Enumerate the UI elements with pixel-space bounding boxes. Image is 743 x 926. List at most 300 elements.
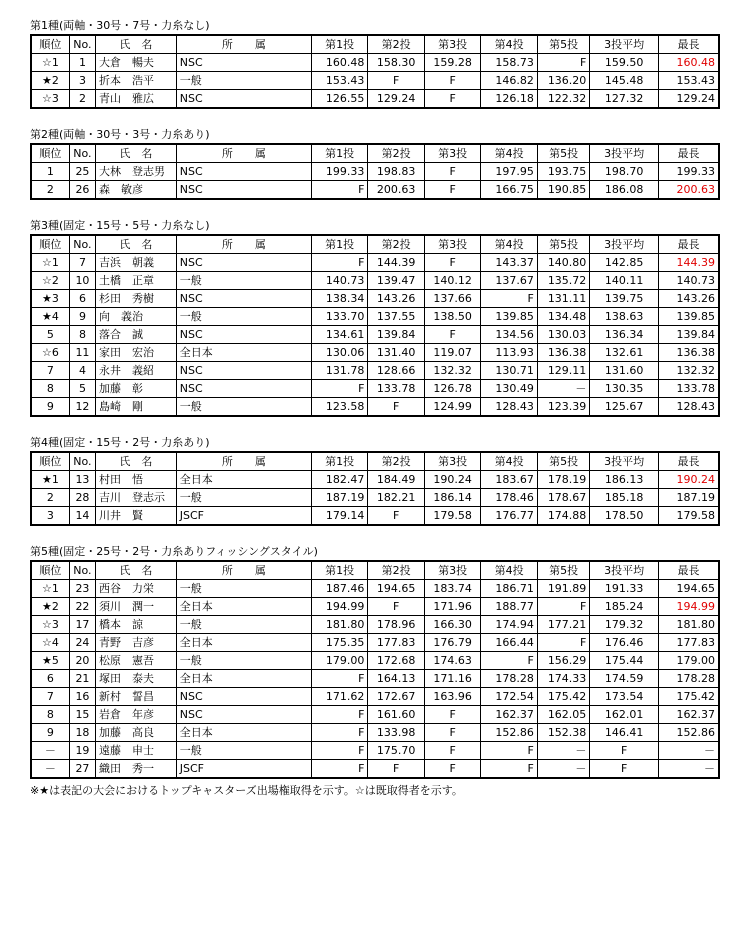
rank-cell: ☆6 bbox=[31, 344, 69, 362]
table-header-row bbox=[31, 35, 719, 54]
name-cell: 土橋 正章 bbox=[96, 272, 177, 290]
number-cell: 16 bbox=[69, 688, 95, 706]
throw5-cell: 135.72 bbox=[537, 272, 589, 290]
rank-cell: ☆4 bbox=[31, 634, 69, 652]
throw4-cell: 113.93 bbox=[481, 344, 537, 362]
throw3-cell: 166.30 bbox=[424, 616, 480, 634]
average-cell: 142.85 bbox=[590, 254, 659, 272]
footnote: ※★は表記の大会におけるトップキャスターズ出場権取得を示す。☆は既取得者を示す。 bbox=[30, 784, 463, 797]
throw1-cell: 138.34 bbox=[311, 290, 367, 308]
affiliation-cell: 一般 bbox=[176, 652, 311, 670]
name-cell: 吉浜 朝義 bbox=[96, 254, 177, 272]
max-cell: 194.65 bbox=[658, 580, 719, 598]
affiliation-cell: 全日本 bbox=[176, 724, 311, 742]
average-cell: 130.35 bbox=[590, 380, 659, 398]
throw2-cell: F bbox=[368, 760, 424, 779]
throw5-cell: 122.32 bbox=[537, 90, 589, 109]
throw2-cell: 177.83 bbox=[368, 634, 424, 652]
max-cell: 136.38 bbox=[658, 344, 719, 362]
affiliation-cell: JSCF bbox=[176, 760, 311, 779]
throw3-cell: 186.14 bbox=[424, 489, 480, 507]
header-throw4: 第4投 bbox=[481, 144, 537, 163]
table-header-row bbox=[31, 561, 719, 580]
affiliation-cell: NSC bbox=[176, 90, 311, 109]
throw2-cell: 133.78 bbox=[368, 380, 424, 398]
max-cell: 194.99 bbox=[658, 598, 719, 616]
number-cell: 26 bbox=[69, 181, 95, 200]
average-cell: 146.41 bbox=[590, 724, 659, 742]
max-cell: 129.24 bbox=[658, 90, 719, 109]
throw2-cell: 200.63 bbox=[368, 181, 424, 200]
table-row bbox=[31, 54, 719, 72]
throw5-cell: 130.03 bbox=[537, 326, 589, 344]
throw3-cell: 171.96 bbox=[424, 598, 480, 616]
throw5-cell: 191.89 bbox=[537, 580, 589, 598]
rank-cell: ★5 bbox=[31, 652, 69, 670]
throw5-cell: F bbox=[537, 54, 589, 72]
throw2-cell: 139.84 bbox=[368, 326, 424, 344]
throw3-cell: 190.24 bbox=[424, 471, 480, 489]
throw2-cell: 139.47 bbox=[368, 272, 424, 290]
number-cell: 27 bbox=[69, 760, 95, 779]
header-max: 最長 bbox=[658, 35, 719, 54]
throw5-cell: － bbox=[537, 760, 589, 779]
rank-cell: 8 bbox=[31, 380, 69, 398]
throw1-cell: 160.48 bbox=[311, 54, 367, 72]
throw5-cell: 152.38 bbox=[537, 724, 589, 742]
header-throw1: 第1投 bbox=[311, 452, 367, 471]
throw2-cell: 133.98 bbox=[368, 724, 424, 742]
header-throw3: 第3投 bbox=[424, 452, 480, 471]
throw4-cell: 152.86 bbox=[481, 724, 537, 742]
throw1-cell: 134.61 bbox=[311, 326, 367, 344]
number-cell: 19 bbox=[69, 742, 95, 760]
max-cell: － bbox=[658, 742, 719, 760]
average-cell: 132.61 bbox=[590, 344, 659, 362]
table-row bbox=[31, 254, 719, 272]
division-section bbox=[30, 435, 720, 526]
throw4-cell: 172.54 bbox=[481, 688, 537, 706]
throw1-cell: 123.58 bbox=[311, 398, 367, 417]
throw3-cell: 171.16 bbox=[424, 670, 480, 688]
throw3-cell: F bbox=[424, 72, 480, 90]
throw5-cell: 156.29 bbox=[537, 652, 589, 670]
average-cell: 176.46 bbox=[590, 634, 659, 652]
affiliation-cell: JSCF bbox=[176, 507, 311, 526]
name-cell: 吉川 登志示 bbox=[96, 489, 177, 507]
throw3-cell: 174.63 bbox=[424, 652, 480, 670]
throw3-cell: F bbox=[424, 254, 480, 272]
affiliation-cell: NSC bbox=[176, 380, 311, 398]
max-cell: 199.33 bbox=[658, 163, 719, 181]
affiliation-cell: 一般 bbox=[176, 272, 311, 290]
throw2-cell: 182.21 bbox=[368, 489, 424, 507]
rank-cell: 5 bbox=[31, 326, 69, 344]
throw4-cell: 130.49 bbox=[481, 380, 537, 398]
throw1-cell: 182.47 bbox=[311, 471, 367, 489]
throw4-cell: 166.44 bbox=[481, 634, 537, 652]
name-cell: 織田 秀一 bbox=[96, 760, 177, 779]
throw5-cell: 134.48 bbox=[537, 308, 589, 326]
header-average: 3投平均 bbox=[590, 452, 659, 471]
header-average: 3投平均 bbox=[590, 35, 659, 54]
header-affiliation: 所 属 bbox=[176, 235, 311, 254]
rank-cell: 7 bbox=[31, 688, 69, 706]
name-cell: 大林 登志男 bbox=[96, 163, 177, 181]
throw1-cell: 179.00 bbox=[311, 652, 367, 670]
throw1-cell: 179.14 bbox=[311, 507, 367, 526]
header-throw1: 第1投 bbox=[311, 235, 367, 254]
header-name: 氏 名 bbox=[96, 235, 177, 254]
header-throw4: 第4投 bbox=[481, 235, 537, 254]
rank-cell: ☆1 bbox=[31, 54, 69, 72]
affiliation-cell: 一般 bbox=[176, 580, 311, 598]
rank-cell: 9 bbox=[31, 724, 69, 742]
throw3-cell: F bbox=[424, 706, 480, 724]
number-cell: 12 bbox=[69, 398, 95, 417]
number-cell: 8 bbox=[69, 326, 95, 344]
table-row bbox=[31, 507, 719, 526]
number-cell: 2 bbox=[69, 90, 95, 109]
affiliation-cell: NSC bbox=[176, 181, 311, 200]
name-cell: 大倉 暢夫 bbox=[96, 54, 177, 72]
header-number: No. bbox=[69, 235, 95, 254]
throw4-cell: 143.37 bbox=[481, 254, 537, 272]
number-cell: 4 bbox=[69, 362, 95, 380]
name-cell: 森 敏彦 bbox=[96, 181, 177, 200]
number-cell: 23 bbox=[69, 580, 95, 598]
table-row bbox=[31, 344, 719, 362]
header-throw4: 第4投 bbox=[481, 452, 537, 471]
header-number: No. bbox=[69, 35, 95, 54]
header-rank: 順位 bbox=[31, 144, 69, 163]
division-title: 第3種(固定・15号・5号・力糸なし) bbox=[30, 219, 210, 232]
rank-cell: 8 bbox=[31, 706, 69, 724]
header-affiliation: 所 属 bbox=[176, 144, 311, 163]
average-cell: 185.24 bbox=[590, 598, 659, 616]
throw3-cell: 132.32 bbox=[424, 362, 480, 380]
rank-cell: 1 bbox=[31, 163, 69, 181]
throw2-cell: F bbox=[368, 72, 424, 90]
table-row bbox=[31, 308, 719, 326]
throw3-cell: F bbox=[424, 742, 480, 760]
section-spacer bbox=[30, 109, 720, 127]
throw2-cell: 184.49 bbox=[368, 471, 424, 489]
throw4-cell: 139.85 bbox=[481, 308, 537, 326]
throw5-cell: 175.42 bbox=[537, 688, 589, 706]
rank-cell: ☆2 bbox=[31, 272, 69, 290]
throw1-cell: 153.43 bbox=[311, 72, 367, 90]
number-cell: 14 bbox=[69, 507, 95, 526]
throw3-cell: F bbox=[424, 90, 480, 109]
affiliation-cell: NSC bbox=[176, 254, 311, 272]
average-cell: 162.01 bbox=[590, 706, 659, 724]
throw1-cell: 130.06 bbox=[311, 344, 367, 362]
header-name: 氏 名 bbox=[96, 452, 177, 471]
name-cell: 青野 吉彦 bbox=[96, 634, 177, 652]
throw2-cell: 194.65 bbox=[368, 580, 424, 598]
table-row bbox=[31, 272, 719, 290]
affiliation-cell: NSC bbox=[176, 163, 311, 181]
throw2-cell: 172.68 bbox=[368, 652, 424, 670]
table-row bbox=[31, 688, 719, 706]
affiliation-cell: 全日本 bbox=[176, 670, 311, 688]
header-throw2: 第2投 bbox=[368, 561, 424, 580]
header-affiliation: 所 属 bbox=[176, 452, 311, 471]
throw5-cell: 140.80 bbox=[537, 254, 589, 272]
throw1-cell: 126.55 bbox=[311, 90, 367, 109]
throw3-cell: 183.74 bbox=[424, 580, 480, 598]
header-throw1: 第1投 bbox=[311, 35, 367, 54]
throw2-cell: 161.60 bbox=[368, 706, 424, 724]
average-cell: 175.44 bbox=[590, 652, 659, 670]
affiliation-cell: 全日本 bbox=[176, 598, 311, 616]
rank-cell: ★2 bbox=[31, 72, 69, 90]
throw4-cell: 162.37 bbox=[481, 706, 537, 724]
max-cell: 143.26 bbox=[658, 290, 719, 308]
results-table bbox=[30, 234, 720, 417]
number-cell: 11 bbox=[69, 344, 95, 362]
name-cell: 折本 浩平 bbox=[96, 72, 177, 90]
table-row bbox=[31, 742, 719, 760]
table-row bbox=[31, 724, 719, 742]
affiliation-cell: NSC bbox=[176, 688, 311, 706]
throw2-cell: 198.83 bbox=[368, 163, 424, 181]
max-cell: － bbox=[658, 760, 719, 779]
throw4-cell: 188.77 bbox=[481, 598, 537, 616]
average-cell: 138.63 bbox=[590, 308, 659, 326]
throw4-cell: 178.28 bbox=[481, 670, 537, 688]
name-cell: 村田 悟 bbox=[96, 471, 177, 489]
header-throw5: 第5投 bbox=[537, 452, 589, 471]
header-affiliation: 所 属 bbox=[176, 35, 311, 54]
number-cell: 24 bbox=[69, 634, 95, 652]
header-throw5: 第5投 bbox=[537, 235, 589, 254]
max-cell: 179.00 bbox=[658, 652, 719, 670]
affiliation-cell: NSC bbox=[176, 706, 311, 724]
header-throw3: 第3投 bbox=[424, 35, 480, 54]
throw1-cell: 131.78 bbox=[311, 362, 367, 380]
throw1-cell: 187.46 bbox=[311, 580, 367, 598]
throw1-cell: 140.73 bbox=[311, 272, 367, 290]
header-throw5: 第5投 bbox=[537, 35, 589, 54]
throw2-cell: 172.67 bbox=[368, 688, 424, 706]
rank-cell: 6 bbox=[31, 670, 69, 688]
throw1-cell: F bbox=[311, 670, 367, 688]
name-cell: 杉田 秀樹 bbox=[96, 290, 177, 308]
results-page bbox=[30, 18, 720, 798]
throw1-cell: F bbox=[311, 181, 367, 200]
throw2-cell: 131.40 bbox=[368, 344, 424, 362]
throw5-cell: 136.20 bbox=[537, 72, 589, 90]
throw4-cell: F bbox=[481, 742, 537, 760]
table-row bbox=[31, 580, 719, 598]
number-cell: 5 bbox=[69, 380, 95, 398]
throw1-cell: 175.35 bbox=[311, 634, 367, 652]
header-throw2: 第2投 bbox=[368, 35, 424, 54]
throw3-cell: 138.50 bbox=[424, 308, 480, 326]
results-table bbox=[30, 451, 720, 526]
header-rank: 順位 bbox=[31, 561, 69, 580]
table-row bbox=[31, 652, 719, 670]
name-cell: 須川 潤一 bbox=[96, 598, 177, 616]
average-cell: 191.33 bbox=[590, 580, 659, 598]
max-cell: 139.85 bbox=[658, 308, 719, 326]
affiliation-cell: 一般 bbox=[176, 308, 311, 326]
division-title: 第5種(固定・25号・2号・力糸ありフィッシングスタイル) bbox=[30, 545, 318, 558]
table-row bbox=[31, 598, 719, 616]
max-cell: 162.37 bbox=[658, 706, 719, 724]
results-table bbox=[30, 560, 720, 779]
name-cell: 永井 義紹 bbox=[96, 362, 177, 380]
affiliation-cell: 一般 bbox=[176, 72, 311, 90]
name-cell: 青山 雅広 bbox=[96, 90, 177, 109]
throw4-cell: 126.18 bbox=[481, 90, 537, 109]
name-cell: 川井 賢 bbox=[96, 507, 177, 526]
average-cell: 125.67 bbox=[590, 398, 659, 417]
number-cell: 20 bbox=[69, 652, 95, 670]
table-row bbox=[31, 90, 719, 109]
throw1-cell: F bbox=[311, 706, 367, 724]
table-row bbox=[31, 362, 719, 380]
header-throw3: 第3投 bbox=[424, 561, 480, 580]
throw4-cell: 130.71 bbox=[481, 362, 537, 380]
affiliation-cell: 一般 bbox=[176, 489, 311, 507]
table-row bbox=[31, 163, 719, 181]
name-cell: 橋本 諒 bbox=[96, 616, 177, 634]
max-cell: 187.19 bbox=[658, 489, 719, 507]
name-cell: 向 義治 bbox=[96, 308, 177, 326]
throw1-cell: 181.80 bbox=[311, 616, 367, 634]
rank-cell: ★4 bbox=[31, 308, 69, 326]
throw5-cell: 178.67 bbox=[537, 489, 589, 507]
average-cell: 159.50 bbox=[590, 54, 659, 72]
name-cell: 落合 誠 bbox=[96, 326, 177, 344]
max-cell: 175.42 bbox=[658, 688, 719, 706]
table-row bbox=[31, 670, 719, 688]
throw1-cell: 171.62 bbox=[311, 688, 367, 706]
header-max: 最長 bbox=[658, 235, 719, 254]
average-cell: 185.18 bbox=[590, 489, 659, 507]
number-cell: 22 bbox=[69, 598, 95, 616]
throw5-cell: 131.11 bbox=[537, 290, 589, 308]
throw5-cell: － bbox=[537, 742, 589, 760]
throw4-cell: 128.43 bbox=[481, 398, 537, 417]
division-title: 第2種(両軸・30号・3号・力糸あり) bbox=[30, 128, 210, 141]
header-throw3: 第3投 bbox=[424, 235, 480, 254]
average-cell: 186.08 bbox=[590, 181, 659, 200]
throw5-cell: － bbox=[537, 380, 589, 398]
division-title: 第4種(固定・15号・2号・力糸あり) bbox=[30, 436, 210, 449]
header-number: No. bbox=[69, 561, 95, 580]
throw2-cell: 178.96 bbox=[368, 616, 424, 634]
throw5-cell: 162.05 bbox=[537, 706, 589, 724]
table-header-row bbox=[31, 235, 719, 254]
affiliation-cell: NSC bbox=[176, 326, 311, 344]
number-cell: 6 bbox=[69, 290, 95, 308]
average-cell: 173.54 bbox=[590, 688, 659, 706]
throw3-cell: 179.58 bbox=[424, 507, 480, 526]
rank-cell: 7 bbox=[31, 362, 69, 380]
table-row bbox=[31, 181, 719, 200]
division-section bbox=[30, 544, 720, 779]
header-throw2: 第2投 bbox=[368, 144, 424, 163]
rank-cell: ☆3 bbox=[31, 616, 69, 634]
affiliation-cell: 全日本 bbox=[176, 634, 311, 652]
rank-cell: 2 bbox=[31, 489, 69, 507]
division-section bbox=[30, 218, 720, 417]
number-cell: 18 bbox=[69, 724, 95, 742]
name-cell: 加藤 高良 bbox=[96, 724, 177, 742]
header-average: 3投平均 bbox=[590, 235, 659, 254]
throw5-cell: 123.39 bbox=[537, 398, 589, 417]
affiliation-cell: NSC bbox=[176, 290, 311, 308]
table-row bbox=[31, 634, 719, 652]
table-row bbox=[31, 489, 719, 507]
throw3-cell: 140.12 bbox=[424, 272, 480, 290]
table-row bbox=[31, 471, 719, 489]
throw2-cell: 158.30 bbox=[368, 54, 424, 72]
throw1-cell: F bbox=[311, 254, 367, 272]
max-cell: 140.73 bbox=[658, 272, 719, 290]
header-name: 氏 名 bbox=[96, 35, 177, 54]
header-throw5: 第5投 bbox=[537, 144, 589, 163]
header-throw5: 第5投 bbox=[537, 561, 589, 580]
name-cell: 加藤 彰 bbox=[96, 380, 177, 398]
throw2-cell: 164.13 bbox=[368, 670, 424, 688]
throw5-cell: 174.33 bbox=[537, 670, 589, 688]
throw3-cell: 159.28 bbox=[424, 54, 480, 72]
max-cell: 128.43 bbox=[658, 398, 719, 417]
number-cell: 21 bbox=[69, 670, 95, 688]
max-cell: 153.43 bbox=[658, 72, 719, 90]
affiliation-cell: 一般 bbox=[176, 616, 311, 634]
table-row bbox=[31, 706, 719, 724]
max-cell: 200.63 bbox=[658, 181, 719, 200]
throw5-cell: 177.21 bbox=[537, 616, 589, 634]
throw2-cell: F bbox=[368, 598, 424, 616]
name-cell: 家田 宏治 bbox=[96, 344, 177, 362]
header-number: No. bbox=[69, 452, 95, 471]
throw3-cell: 119.07 bbox=[424, 344, 480, 362]
average-cell: F bbox=[590, 742, 659, 760]
name-cell: 西谷 力栄 bbox=[96, 580, 177, 598]
header-number: No. bbox=[69, 144, 95, 163]
throw1-cell: F bbox=[311, 380, 367, 398]
throw4-cell: 166.75 bbox=[481, 181, 537, 200]
throw4-cell: 186.71 bbox=[481, 580, 537, 598]
max-cell: 132.32 bbox=[658, 362, 719, 380]
throw1-cell: 199.33 bbox=[311, 163, 367, 181]
max-cell: 181.80 bbox=[658, 616, 719, 634]
affiliation-cell: 全日本 bbox=[176, 344, 311, 362]
throw5-cell: F bbox=[537, 598, 589, 616]
max-cell: 177.83 bbox=[658, 634, 719, 652]
name-cell: 新村 誓昌 bbox=[96, 688, 177, 706]
throw3-cell: F bbox=[424, 760, 480, 779]
throw4-cell: F bbox=[481, 760, 537, 779]
table-row bbox=[31, 326, 719, 344]
throw4-cell: 178.46 bbox=[481, 489, 537, 507]
name-cell: 遠藤 申士 bbox=[96, 742, 177, 760]
throw3-cell: 176.79 bbox=[424, 634, 480, 652]
header-name: 氏 名 bbox=[96, 561, 177, 580]
average-cell: 179.32 bbox=[590, 616, 659, 634]
max-cell: 152.86 bbox=[658, 724, 719, 742]
number-cell: 10 bbox=[69, 272, 95, 290]
header-throw4: 第4投 bbox=[481, 35, 537, 54]
number-cell: 7 bbox=[69, 254, 95, 272]
